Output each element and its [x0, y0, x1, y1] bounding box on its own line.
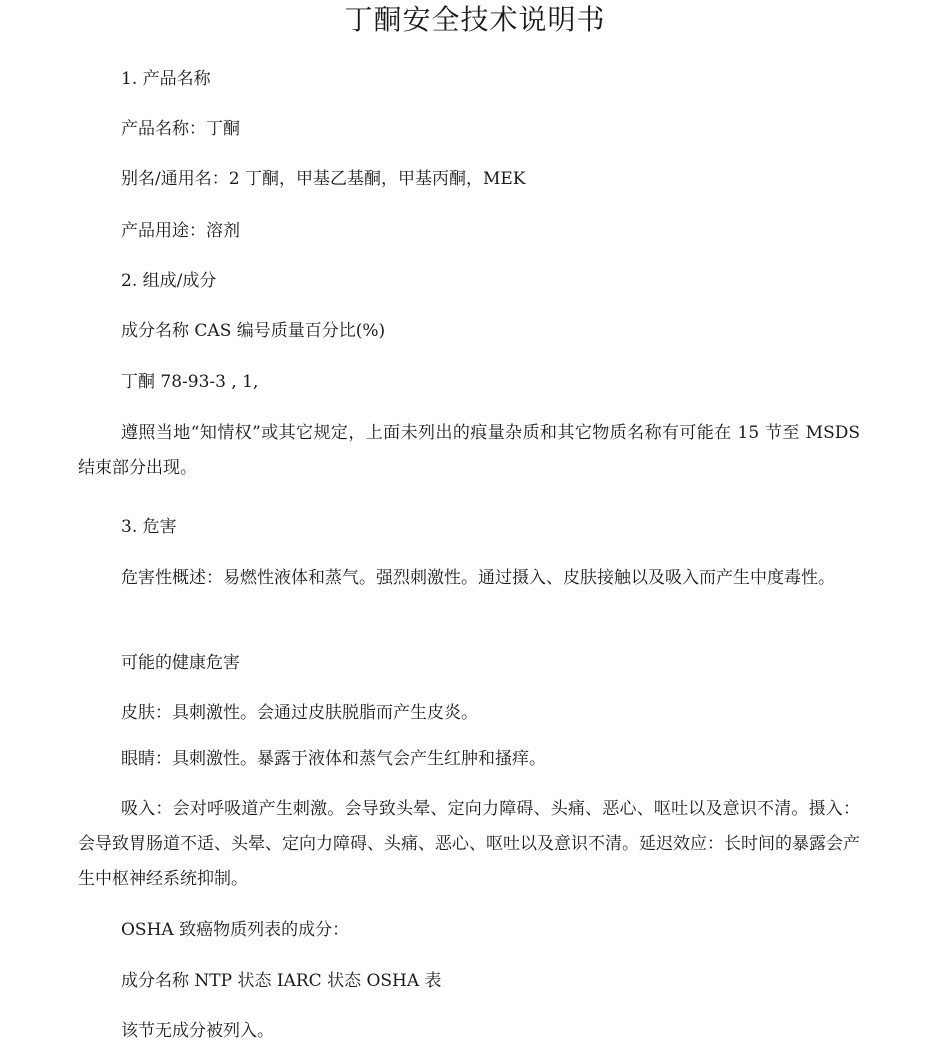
section-heading-composition: 2. 组成/成分 [121, 271, 217, 291]
paragraph-osha-carcinogens: OSHA 致癌物质列表的成分： [121, 920, 350, 940]
paragraph-inhalation-ingestion: 吸入：会对呼吸道产生刺激。会导致头晕、定向力障碍、头痛、恶心、呕吐以及意识不清。摄入：会导致胃肠道不适、头晕、定向力障碍、头痛、恶心、呕吐以及意识不清。延迟效应：长时间的暴露会产生中枢神经系统抑制。 [78, 799, 860, 889]
paragraph-composition-row: 丁酮 78-93-3 , 1, [121, 372, 259, 392]
paragraph-skin: 皮肤：具刺激性。会通过皮肤脱脂而产生皮炎。 [121, 703, 478, 723]
paragraph-carcinogen-table-header: 成分名称 NTP 状态 IARC 状态 OSHA 表 [121, 971, 442, 991]
paragraph-hazard-overview: 危害性概述：易燃性液体和蒸气。强烈刺激性。通过摄入、皮肤接触以及吸入而产生中度毒性。 [121, 568, 835, 588]
paragraph-product-name: 产品名称：丁酮 [121, 119, 240, 139]
paragraph-eyes: 眼睛：具刺激性。暴露于液体和蒸气会产生红肿和搔痒。 [121, 749, 546, 769]
document-title: 丁酮安全技术说明书 [344, 3, 606, 36]
paragraph-right-to-know: 遵照当地“知情权”或其它规定，上面未列出的痕量杂质和其它物质名称有可能在 15 节至 MSDS 结束部分出现。 [78, 423, 860, 478]
paragraph-composition-header: 成分名称 CAS 编号质量百分比(%) [121, 321, 386, 341]
paragraph-alias: 别名/通用名：2 丁酮，甲基乙基酮，甲基丙酮，MEK [121, 169, 526, 189]
paragraph-health-hazards-heading: 可能的健康危害 [121, 653, 240, 673]
paragraph-usage: 产品用途：溶剂 [121, 221, 240, 241]
paragraph-no-components: 该节无成分被列入。 [121, 1021, 274, 1041]
section-heading-hazards: 3. 危害 [121, 517, 177, 537]
section-heading-product-name: 1. 产品名称 [121, 69, 211, 89]
